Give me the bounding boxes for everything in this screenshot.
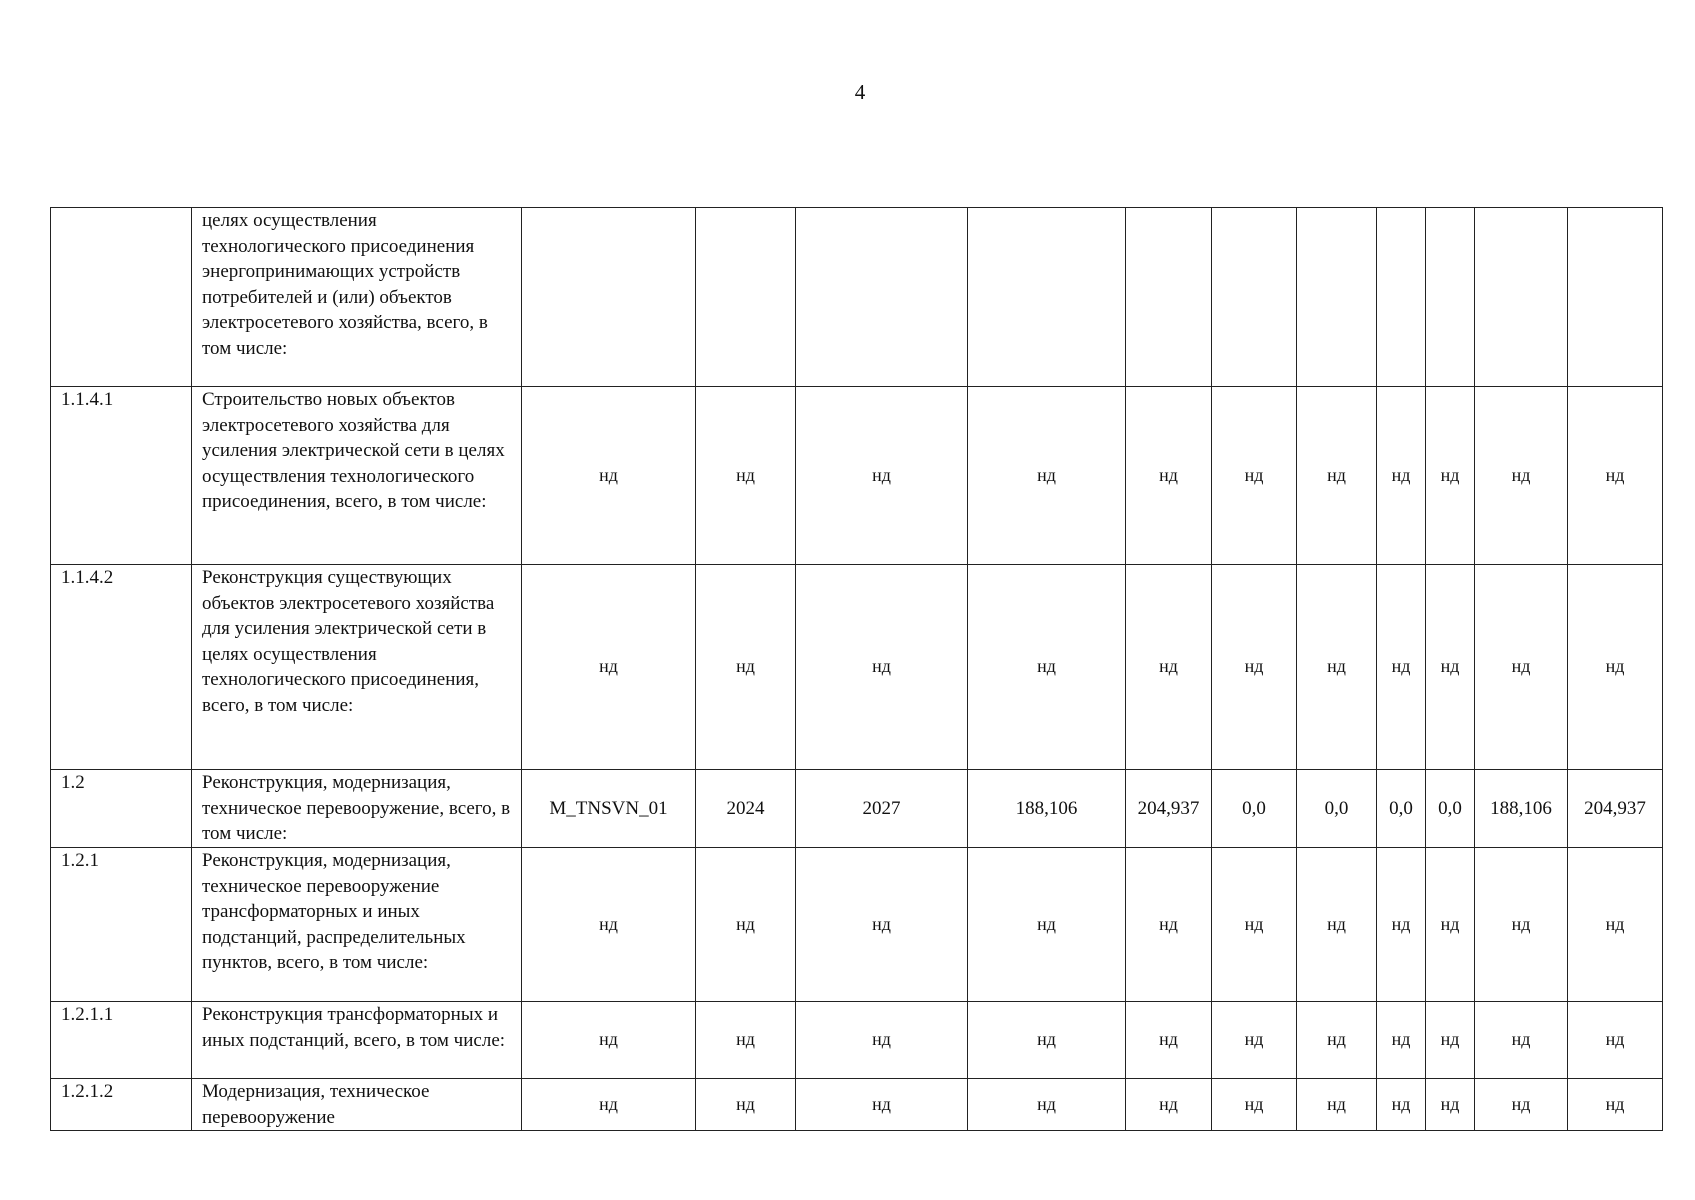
cell-value: 204,937 — [1126, 770, 1212, 848]
row-code — [51, 208, 192, 387]
cell-value: нд — [1126, 565, 1212, 770]
row-code: 1.1.4.1 — [51, 387, 192, 565]
row-name: целях осуществления технологического присоединения энергопринимающих устройств потребителей и (или) объектов электросетевого хозяйства, всего, в том числе: — [192, 208, 522, 387]
cell-value: 0,0 — [1377, 770, 1426, 848]
cell-value — [696, 208, 796, 387]
cell-value: нд — [1475, 1002, 1568, 1079]
cell-value: нд — [1297, 565, 1377, 770]
cell-value — [1297, 208, 1377, 387]
row-code: 1.2.1.2 — [51, 1079, 192, 1131]
cell-value: нд — [696, 1079, 796, 1131]
cell-value: нд — [1212, 565, 1297, 770]
cell-value — [796, 208, 968, 387]
cell-value: нд — [796, 848, 968, 1002]
cell-value: нд — [1297, 387, 1377, 565]
cell-value: нд — [1377, 1002, 1426, 1079]
cell-value: нд — [522, 1079, 696, 1131]
cell-value: нд — [968, 565, 1126, 770]
cell-value: 0,0 — [1297, 770, 1377, 848]
cell-value: 188,106 — [968, 770, 1126, 848]
cell-value: нд — [696, 387, 796, 565]
cell-value: нд — [522, 1002, 696, 1079]
cell-value: нд — [1475, 848, 1568, 1002]
row-code: 1.2 — [51, 770, 192, 848]
cell-value: нд — [1126, 387, 1212, 565]
row-name: Модернизация, техническое перевооружение — [192, 1079, 522, 1131]
cell-value: нд — [1126, 848, 1212, 1002]
cell-value: нд — [1377, 387, 1426, 565]
cell-value: нд — [1475, 565, 1568, 770]
cell-value — [968, 208, 1126, 387]
cell-value — [1568, 208, 1663, 387]
cell-value: нд — [968, 387, 1126, 565]
cell-value: нд — [796, 387, 968, 565]
cell-value: нд — [1568, 387, 1663, 565]
cell-value: нд — [1377, 1079, 1426, 1131]
row-code: 1.1.4.2 — [51, 565, 192, 770]
table-row — [51, 770, 1663, 848]
row-name: Реконструкция, модернизация, техническое перевооружение, всего, в том числе: — [192, 770, 522, 848]
cell-value: нд — [1297, 1002, 1377, 1079]
cell-value: нд — [1568, 1002, 1663, 1079]
cell-value: нд — [1426, 1079, 1475, 1131]
cell-value: нд — [1568, 1079, 1663, 1131]
table-row — [51, 208, 1663, 387]
cell-value: нд — [968, 1002, 1126, 1079]
investment-table — [50, 207, 1663, 1131]
cell-value: нд — [1212, 387, 1297, 565]
table-body — [51, 208, 1663, 1131]
cell-value: 0,0 — [1426, 770, 1475, 848]
cell-value: нд — [1212, 1002, 1297, 1079]
row-name: Реконструкция существующих объектов электросетевого хозяйства для усиления электрической сети в целях осуществления технологического присоединения, всего, в том числе: — [192, 565, 522, 770]
cell-value: нд — [1126, 1002, 1212, 1079]
cell-value: нд — [796, 565, 968, 770]
cell-value: нд — [1426, 565, 1475, 770]
cell-value: 188,106 — [1475, 770, 1568, 848]
cell-value: нд — [1426, 387, 1475, 565]
table-row — [51, 1002, 1663, 1079]
cell-value: нд — [1126, 1079, 1212, 1131]
table-row — [51, 1079, 1663, 1131]
cell-value: нд — [796, 1079, 968, 1131]
cell-value: нд — [696, 565, 796, 770]
cell-value — [522, 208, 696, 387]
cell-value: нд — [522, 848, 696, 1002]
row-code: 1.2.1.1 — [51, 1002, 192, 1079]
row-name: Реконструкция, модернизация, техническое перевооружение трансформаторных и иных подстанций, распределительных пунктов, всего, в том числе: — [192, 848, 522, 1002]
row-name: Строительство новых объектов электросетевого хозяйства для усиления электрической сети в целях осуществления технологического присоединения, всего, в том числе: — [192, 387, 522, 565]
cell-value: нд — [1568, 848, 1663, 1002]
cell-value: 2024 — [696, 770, 796, 848]
cell-value: нд — [968, 1079, 1126, 1131]
cell-value: нд — [696, 848, 796, 1002]
cell-value: нд — [1212, 1079, 1297, 1131]
cell-value: M_TNSVN_01 — [522, 770, 696, 848]
page-number: 4 — [854, 80, 866, 104]
cell-value: 2027 — [796, 770, 968, 848]
cell-value: нд — [968, 848, 1126, 1002]
cell-value: нд — [522, 565, 696, 770]
cell-value: 204,937 — [1568, 770, 1663, 848]
cell-value: нд — [1475, 387, 1568, 565]
cell-value — [1212, 208, 1297, 387]
cell-value: нд — [1297, 848, 1377, 1002]
cell-value — [1126, 208, 1212, 387]
table-row — [51, 565, 1663, 770]
cell-value: нд — [1297, 1079, 1377, 1131]
table-row — [51, 848, 1663, 1002]
cell-value: нд — [522, 387, 696, 565]
cell-value: нд — [696, 1002, 796, 1079]
cell-value: 0,0 — [1212, 770, 1297, 848]
table-row — [51, 387, 1663, 565]
cell-value: нд — [1568, 565, 1663, 770]
cell-value — [1426, 208, 1475, 387]
cell-value — [1475, 208, 1568, 387]
cell-value: нд — [1377, 565, 1426, 770]
cell-value: нд — [796, 1002, 968, 1079]
row-name: Реконструкция трансформаторных и иных подстанций, всего, в том числе: — [192, 1002, 522, 1079]
cell-value: нд — [1475, 1079, 1568, 1131]
row-code: 1.2.1 — [51, 848, 192, 1002]
cell-value: нд — [1426, 848, 1475, 1002]
cell-value: нд — [1377, 848, 1426, 1002]
cell-value: нд — [1426, 1002, 1475, 1079]
cell-value — [1377, 208, 1426, 387]
cell-value: нд — [1212, 848, 1297, 1002]
